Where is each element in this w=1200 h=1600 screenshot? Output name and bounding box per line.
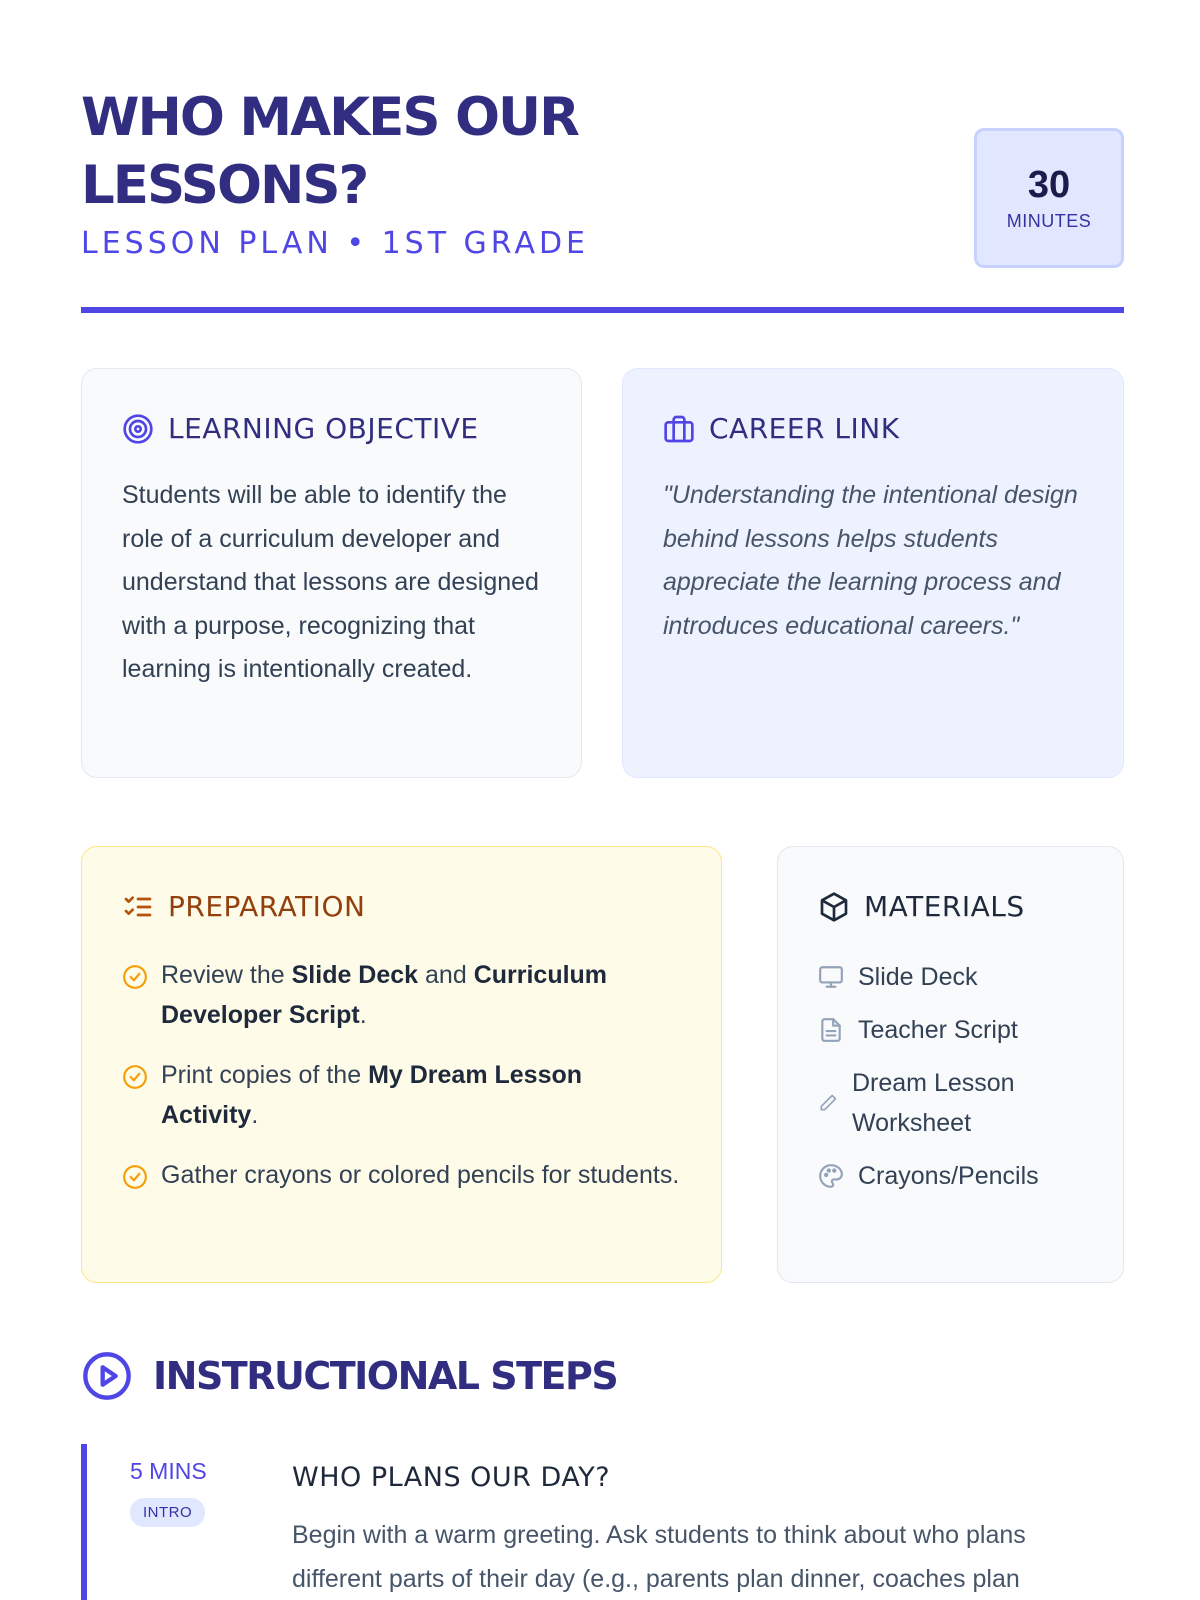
page-title: WHO MAKES OUR LESSONS? bbox=[81, 87, 578, 216]
instructional-steps-heading bbox=[81, 1350, 617, 1402]
briefcase-icon bbox=[663, 413, 695, 445]
preparation-list bbox=[122, 955, 681, 1195]
duration-badge bbox=[974, 128, 1124, 268]
learning-objective-title: LEARNING OBJECTIVE bbox=[168, 412, 479, 445]
step-title: WHO PLANS OUR DAY? bbox=[292, 1462, 611, 1493]
materials-item-label: Slide Deck bbox=[858, 963, 978, 991]
duration-value: 30 bbox=[1027, 164, 1071, 206]
materials-title: MATERIALS bbox=[864, 890, 1025, 923]
preparation-item bbox=[122, 1155, 681, 1195]
check-circle-icon bbox=[122, 964, 148, 990]
materials-item bbox=[818, 1063, 1083, 1143]
step-description: Begin with a warm greeting. Ask students to think about who plans different parts of their day (e.g., parents plan dinner, coaches plan bbox=[292, 1521, 1026, 1593]
materials-list bbox=[818, 957, 1083, 1196]
target-icon bbox=[122, 413, 154, 445]
document-icon bbox=[818, 1017, 844, 1043]
learning-objective-card bbox=[81, 368, 582, 778]
cube-icon bbox=[818, 891, 850, 923]
materials-item-label: Crayons/Pencils bbox=[858, 1162, 1039, 1190]
career-link-quote: "Understanding the intentional design behind lessons helps students appreciate the learning process and introduces educational careers." bbox=[663, 481, 1078, 640]
preparation-item-text: Gather crayons or colored pencils for students. bbox=[161, 1161, 680, 1189]
step-phase-badge: INTRO bbox=[130, 1498, 205, 1527]
palette-icon bbox=[818, 1163, 844, 1189]
checklist-icon bbox=[122, 891, 154, 923]
learning-objective-text: Students will be able to identify the role of a curriculum developer and understand that lessons are designed with a purpose, recognizing that learning is intentionally created. bbox=[122, 481, 539, 683]
instructional-step bbox=[81, 1444, 1124, 1600]
header-divider bbox=[81, 307, 1124, 313]
instructional-steps-title: INSTRUCTIONAL STEPS bbox=[153, 1354, 618, 1398]
materials-item bbox=[818, 1010, 1083, 1050]
pencil-icon bbox=[818, 1093, 838, 1113]
step-duration: 5 MINS bbox=[130, 1458, 207, 1484]
materials-item-label: Teacher Script bbox=[858, 1016, 1018, 1044]
preparation-item-text: Print copies of the My Dream Lesson Activity. bbox=[161, 1061, 583, 1129]
duration-unit: MINUTES bbox=[1006, 211, 1092, 231]
play-circle-icon bbox=[81, 1350, 133, 1402]
preparation-item bbox=[122, 955, 681, 1035]
learning-objective-heading bbox=[122, 411, 541, 447]
materials-item bbox=[818, 1156, 1083, 1196]
preparation-title: PREPARATION bbox=[168, 890, 366, 923]
preparation-item-text: Review the Slide Deck and Curriculum Developer Script. bbox=[161, 961, 608, 1029]
monitor-icon bbox=[818, 964, 844, 990]
career-link-heading bbox=[663, 411, 1083, 447]
materials-heading bbox=[818, 889, 1083, 925]
materials-item-label: Dream Lesson Worksheet bbox=[852, 1069, 1015, 1137]
materials-card bbox=[777, 846, 1124, 1283]
career-link-card bbox=[622, 368, 1124, 778]
preparation-item bbox=[122, 1055, 681, 1135]
materials-item bbox=[818, 957, 1083, 997]
check-circle-icon bbox=[122, 1064, 148, 1090]
career-link-title: CAREER LINK bbox=[709, 412, 900, 445]
preparation-heading bbox=[122, 889, 681, 925]
lesson-header bbox=[81, 84, 1124, 262]
check-circle-icon bbox=[122, 1164, 148, 1190]
preparation-card bbox=[81, 846, 722, 1283]
page-subtitle: LESSON PLAN • 1ST GRADE bbox=[81, 226, 590, 261]
